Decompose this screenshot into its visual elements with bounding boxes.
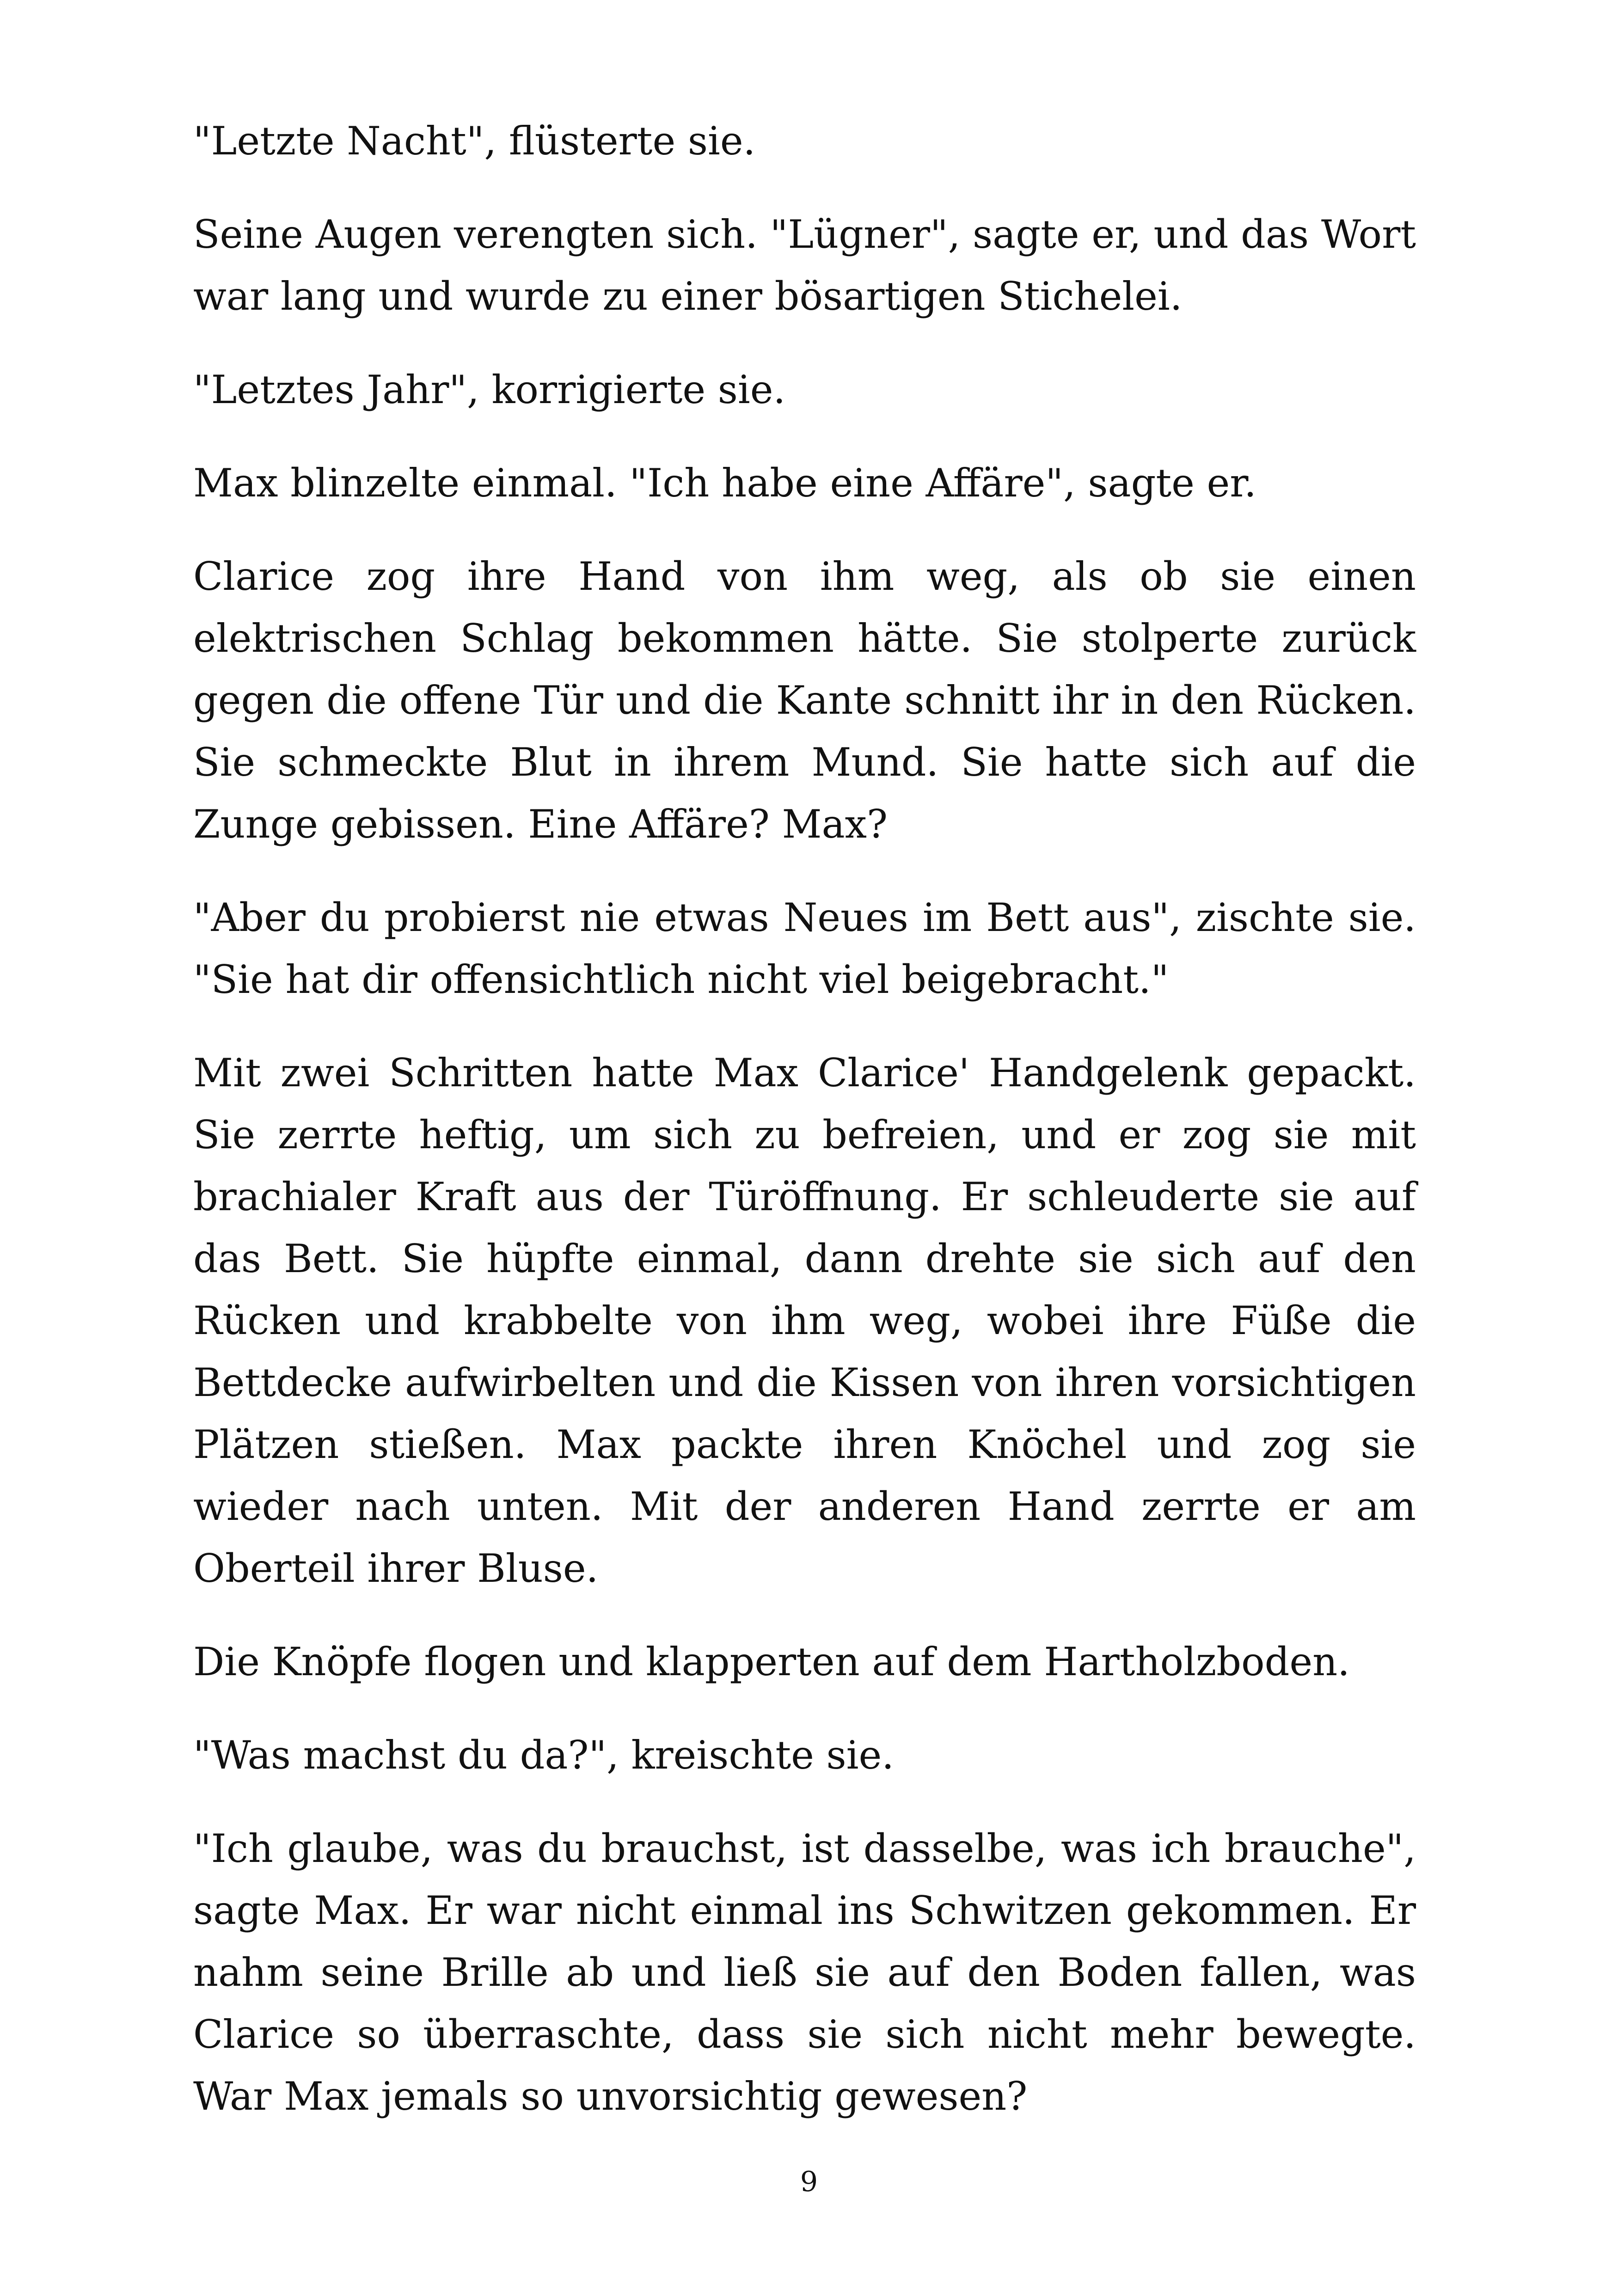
- paragraph-10: "Ich glaube, was du brauchst, ist dasselbe, was ich brauche", sagte Max. Er war nicht einmal ins Schwitzen gekommen. Er nahm seine Brille ab und ließ sie auf den Boden fallen, was Clarice so überraschte, dass sie sich nicht mehr bewegte. War Max jemals so unvorsichtig gewesen?: [193, 1826, 1416, 2119]
- paragraph-5: Clarice zog ihre Hand von ihm weg, als ob sie einen elektrischen Schlag bekommen hätte. Sie stolperte zurück gegen die offene Tür und die Kante schnitt ihr in den Rücken. Sie schmeckte Blut in ihrem Mund. Sie hatte sich auf die Zunge gebissen. Eine Affäre? Max?: [193, 554, 1416, 847]
- paragraph-2: Seine Augen verengten sich. "Lügner", sagte er, und das Wort war lang und wurde zu einer bösartigen Stichelei.: [193, 212, 1416, 319]
- paragraph-9: "Was machst du da?", kreischte sie.: [193, 1733, 894, 1778]
- paragraph-7: Mit zwei Schritten hatte Max Clarice' Handgelenk gepackt. Sie zerrte heftig, um sich zu befreien, und er zog sie mit brachialer Kraft aus der Türöffnung. Er schleuderte sie auf das Bett. Sie hüpfte einmal, dann drehte sie sich auf den Rücken und krabbelte von ihm weg, wobei ihre Füße die Bettdecke aufwirbelten und die Kissen von ihren vorsichtigen Plätzen stießen. Max packte ihren Knöchel und zog sie wieder nach unten. Mit der anderen Hand zerrte er am Oberteil ihrer Bluse.: [193, 1050, 1416, 1591]
- body-text: [193, 110, 1416, 2159]
- paragraph-1: "Letzte Nacht", flüsterte sie.: [193, 118, 756, 164]
- page-number: 9: [800, 2166, 818, 2198]
- paragraph-3: "Letztes Jahr", korrigierte sie.: [193, 367, 786, 412]
- paragraph-4: Max blinzelte einmal. "Ich habe eine Affäre", sagte er.: [193, 460, 1256, 506]
- paragraph-6: "Aber du probierst nie etwas Neues im Bett aus", zischte sie. "Sie hat dir offensichtlich nicht viel beigebracht.": [193, 895, 1416, 1002]
- paragraph-8: Die Knöpfe flogen und klapperten auf dem Hartholzboden.: [193, 1639, 1350, 1684]
